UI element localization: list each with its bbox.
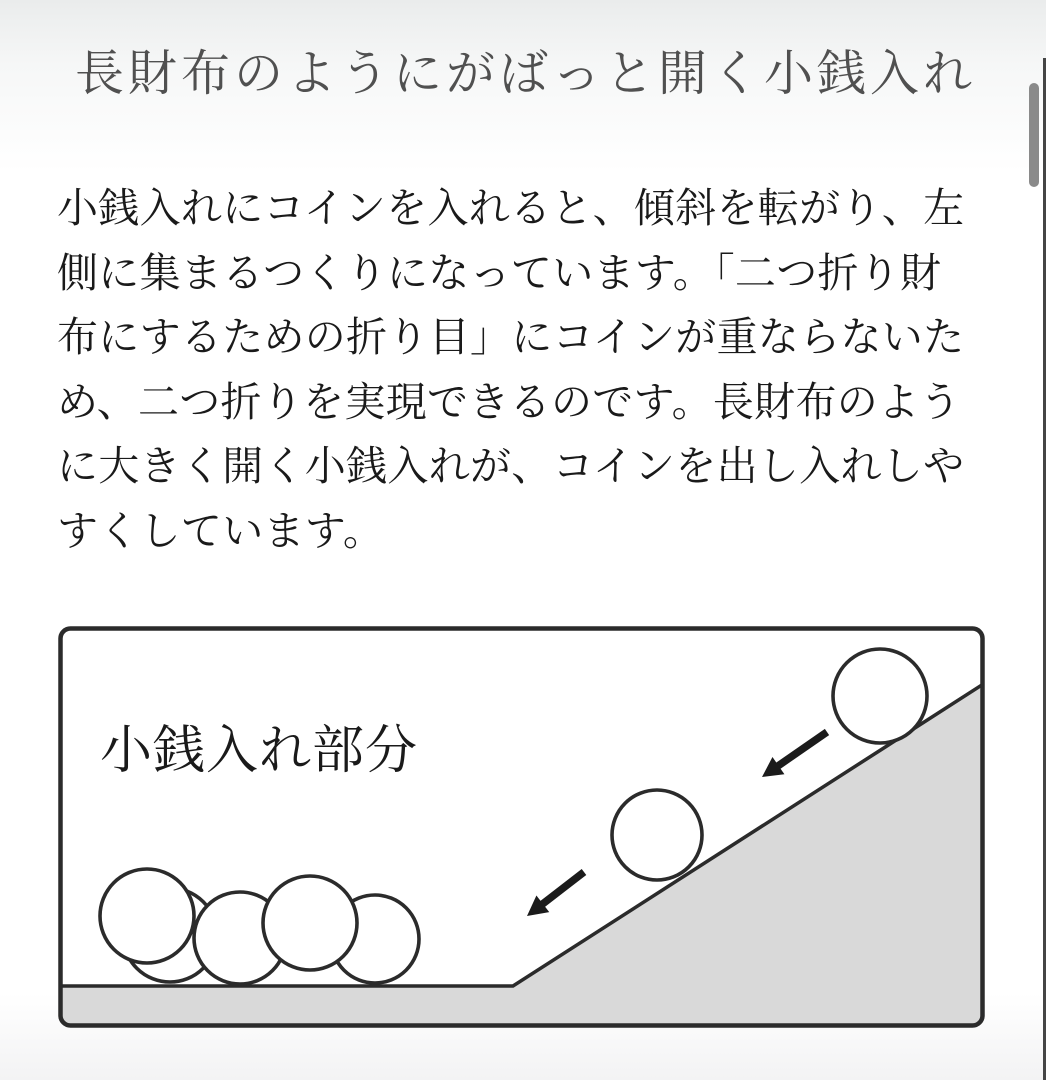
scrollbar-thumb[interactable] xyxy=(1029,83,1039,187)
page-title: 長財布のようにがばっと開く小銭入れ xyxy=(75,47,977,101)
diagram-label: 小銭入れ部分 xyxy=(100,722,419,780)
description-line: に大きく開く小銭入れが、コインを出し入れしや xyxy=(57,443,965,489)
description-line: め、二つ折りを実現できるのです。長財布のよう xyxy=(57,378,961,425)
coin-circle xyxy=(263,876,357,970)
description-line: 小銭入れにコインを入れると、傾斜を転がり、左 xyxy=(57,185,965,231)
description-line: 布にするための折り目」にコインが重ならないた xyxy=(57,314,965,360)
coin-circle xyxy=(100,869,194,963)
coin-circle xyxy=(612,790,702,880)
coin-circle xyxy=(833,649,927,743)
description-line: 側に集まるつくりになっています。「二つ折り財 xyxy=(57,249,942,296)
description-line: すくしています。 xyxy=(57,507,385,554)
coin-purse-diagram xyxy=(58,626,985,1028)
description-paragraph xyxy=(57,176,987,563)
